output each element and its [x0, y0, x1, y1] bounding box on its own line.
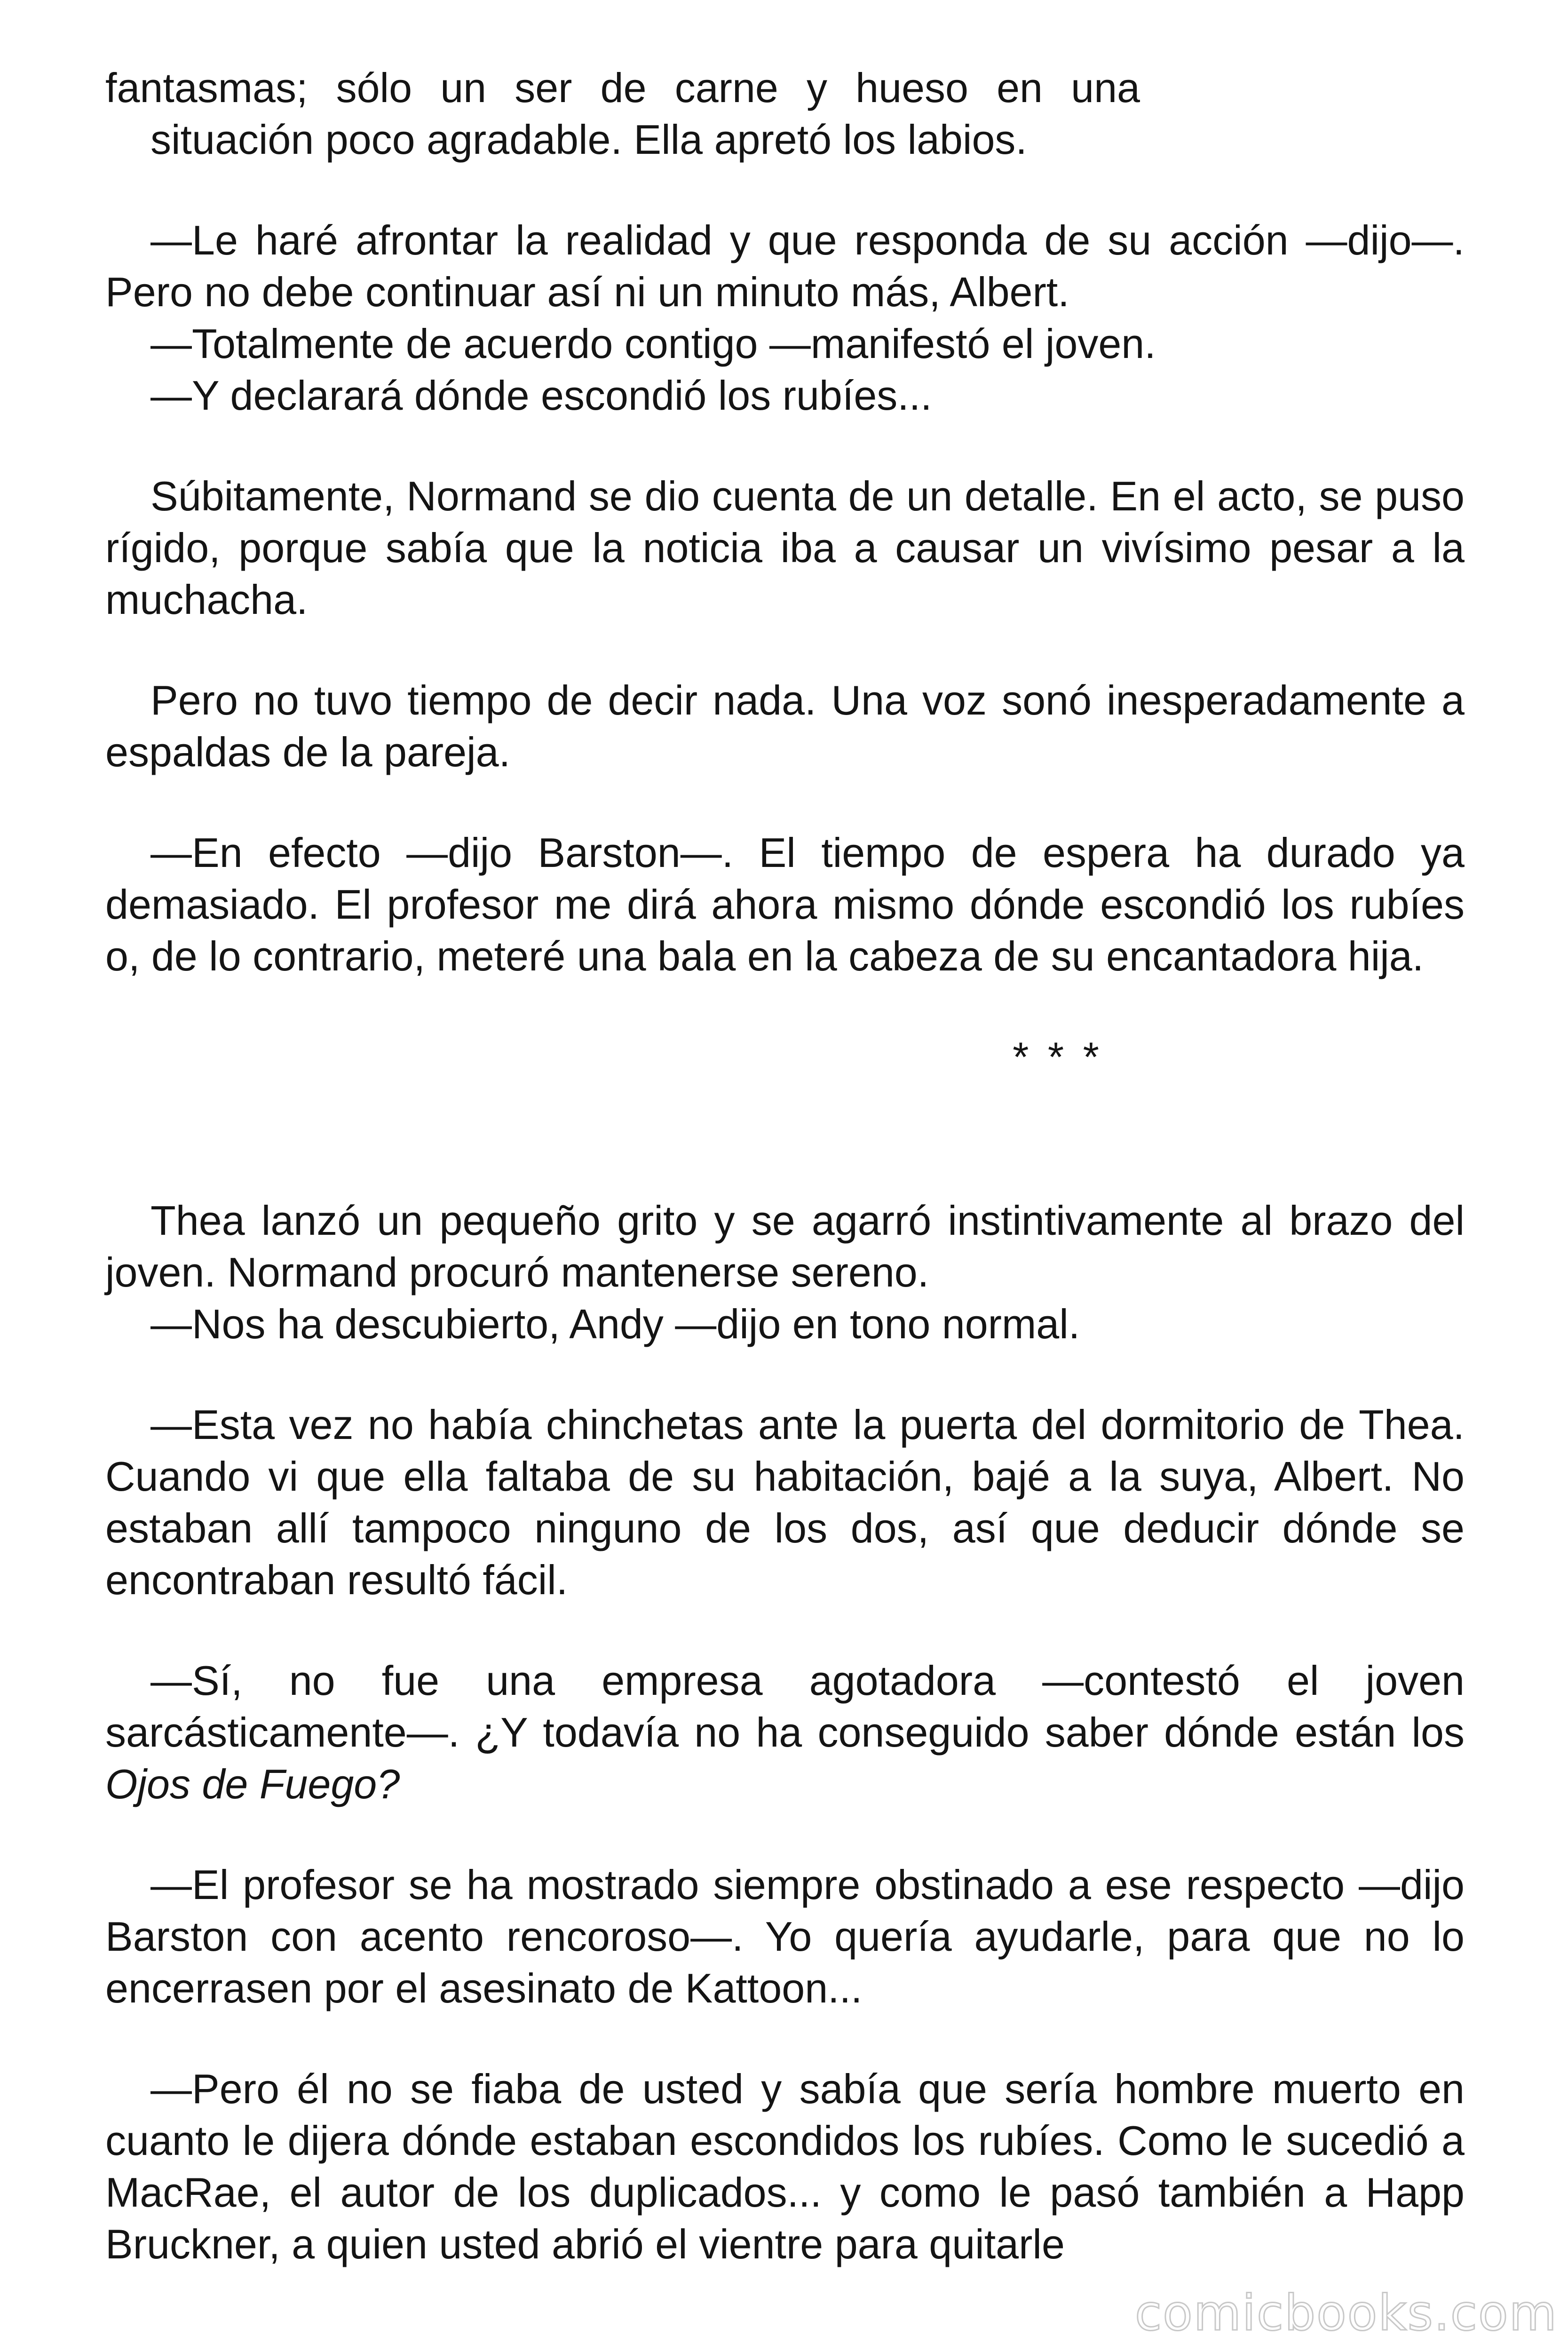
paragraph-8: Thea lanzó un pequeño grito y se agarró instintivamente al brazo del joven. Normand procuró mantenerse sereno.	[105, 1197, 1465, 1295]
paragraph-9: —Nos ha descubierto, Andy —dijo en tono normal.	[150, 1301, 1080, 1347]
paragraph-7: —En efecto —dijo Barston—. El tiempo de espera ha durado ya demasiado. El profesor me dirá ahora mismo dónde escondió los rubíes o, de lo contrario, meteré una bala en la cabeza de su encantadora hija.	[105, 829, 1465, 979]
paragraph-5: Súbitamente, Normand se dio cuenta de un detalle. En el acto, se puso rígido, porque sabía que la noticia iba a causar un vivísimo pesar a la muchacha.	[105, 473, 1465, 623]
scene-break: * * *	[1013, 1033, 1103, 1080]
text-column	[105, 62, 1465, 2270]
paragraph-12: —El profesor se ha mostrado siempre obstinado a ese respecto —dijo Barston con acento rencoroso—. Yo quería ayudarle, para que no lo encerrasen por el asesinato de Kattoon...	[105, 1861, 1465, 2011]
paragraph-6: Pero no tuvo tiempo de decir nada. Una voz sonó inesperadamente a espaldas de la pareja.	[105, 677, 1465, 775]
paragraph-4: —Y declarará dónde escondió los rubíes...	[150, 372, 932, 419]
paragraph-1-text: situación poco agradable. Ella apretó los labios.	[150, 116, 1027, 163]
paragraph-1-lead: fantasmas; sólo un ser de carne y hueso en una	[105, 64, 1140, 111]
paragraph-1	[105, 62, 1465, 166]
paragraph-3: —Totalmente de acuerdo contigo —manifestó el joven.	[150, 320, 1156, 367]
paragraph-11-text: —Sí, no fue una empresa agotadora —contestó el joven sarcásticamente—. ¿Y todavía no ha conseguido saber dónde están los	[105, 1657, 1465, 1756]
paragraph-11-italic: Ojos de Fuego?	[105, 1761, 400, 1807]
paragraph-11	[105, 1655, 1465, 1810]
watermark: comicbooks.com	[1134, 2284, 1558, 2342]
paragraph-13: —Pero él no se fiaba de usted y sabía que sería hombre muerto en cuanto le dijera dónde estaban escondidos los rubíes. Como le sucedió a MacRae, el autor de los duplicados... y como le pasó también a Happ Bruckner, a quien usted abrió el vientre para quitarle	[105, 2066, 1465, 2267]
paragraph-10: —Esta vez no había chinchetas ante la puerta del dormitorio de Thea. Cuando vi que ella faltaba de su habitación, bajé a la suya, Albert. No estaban allí tampoco ninguno de los dos, así que deducir dónde se encontraban resultó fácil.	[105, 1401, 1465, 1603]
paragraph-2: —Le haré afrontar la realidad y que responda de su acción —dijo—. Pero no debe continuar así ni un minuto más, Albert.	[105, 217, 1465, 315]
